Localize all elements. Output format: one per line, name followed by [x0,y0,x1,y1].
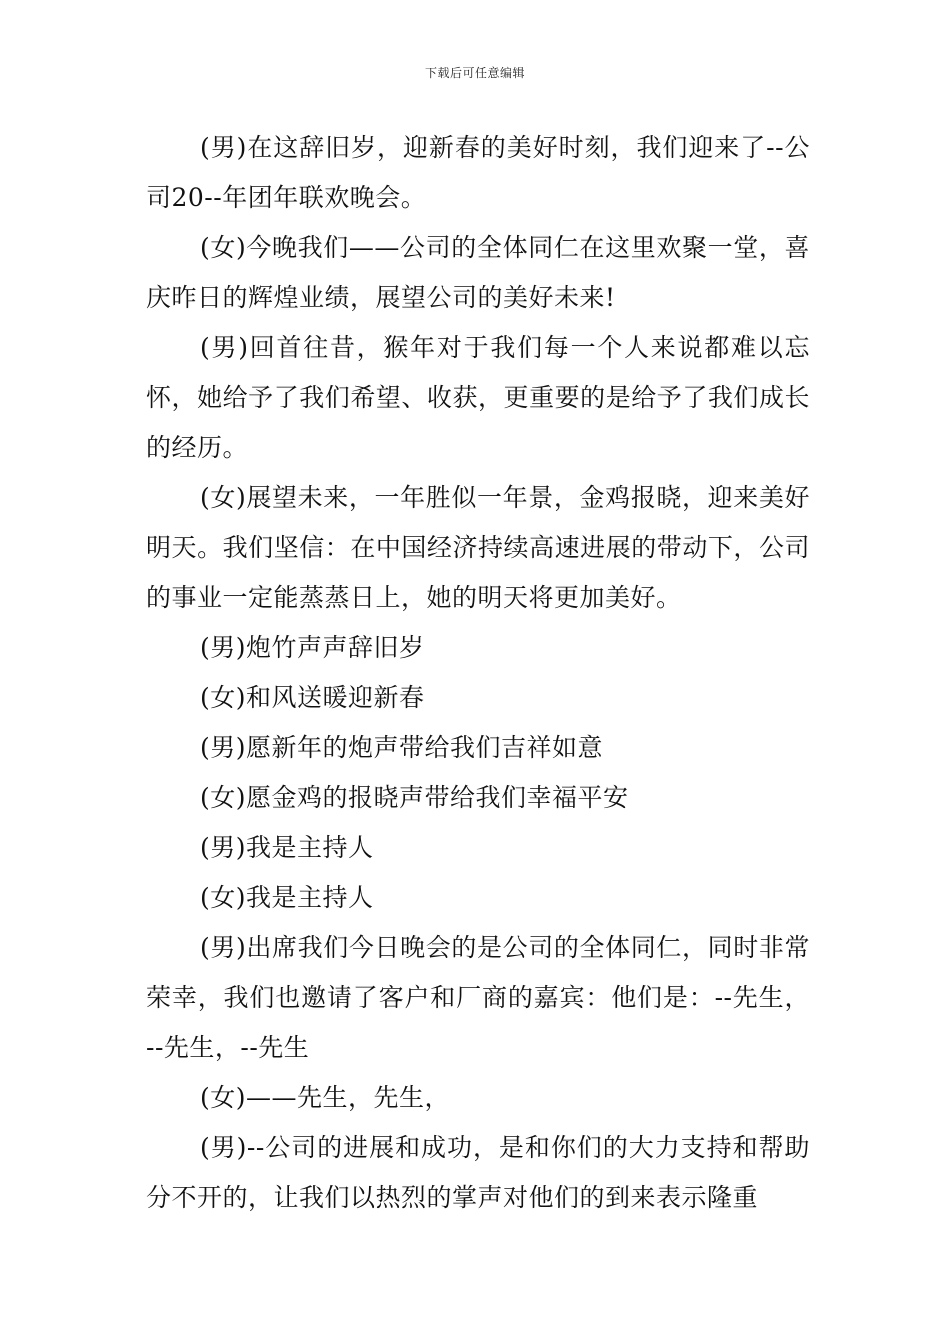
paragraph-1: (男)在这辞旧岁，迎新春的美好时刻，我们迎来了--公司20--年团年联欢晚会。 [146,133,810,212]
paragraph-13: (男)--公司的进展和成功，是和你们的大力支持和帮助分不开的，让我们以热烈的掌声对他们的到来表示隆重 [146,1133,810,1212]
paragraph-3: (男)回首往昔，猴年对于我们每一个人来说都难以忘怀，她给予了我们希望、收获，更重要的是给予了我们成长的经历。 [146,333,810,462]
document-body [146,123,810,1223]
paragraph-12: (女)——先生，先生， [200,1083,451,1112]
paragraph-8: (女)愿金鸡的报晓声带给我们幸福平安 [200,783,629,812]
paragraph-2: (女)今晚我们——公司的全体同仁在这里欢聚一堂，喜庆昨日的辉煌业绩，展望公司的美好未来! [146,233,810,312]
paragraph-5: (男)炮竹声声辞旧岁 [200,633,425,662]
paragraph-4: (女)展望未来，一年胜似一年景，金鸡报晓，迎来美好明天。我们坚信：在中国经济持续高速进展的带动下，公司的事业一定能蒸蒸日上，她的明天将更加美好。 [146,483,810,612]
paragraph-7: (男)愿新年的炮声带给我们吉祥如意 [200,733,604,762]
paragraph-9: (男)我是主持人 [200,833,374,862]
paragraph-10: (女)我是主持人 [200,883,374,912]
paragraph-11: (男)出席我们今日晚会的是公司的全体同仁，同时非常荣幸，我们也邀请了客户和厂商的嘉宾：他们是：--先生，--先生，--先生 [146,933,810,1062]
paragraph-6: (女)和风送暖迎新春 [200,683,425,712]
page-header: 下载后可任意编辑 [424,66,525,80]
